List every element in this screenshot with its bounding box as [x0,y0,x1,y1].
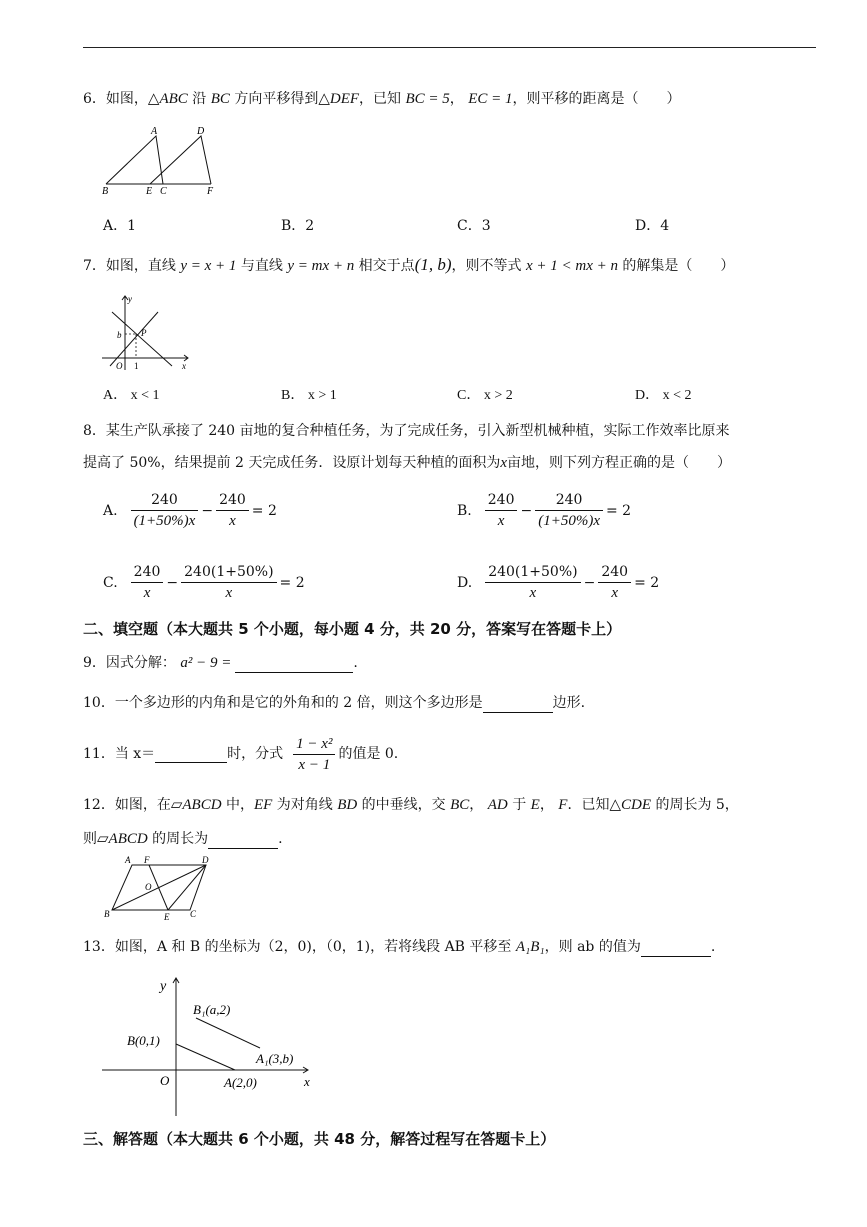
top-rule [83,47,816,48]
q13-label-O: O [160,1073,170,1088]
q12-label-O: O [145,882,152,892]
question-13: 13．如图，A 和 B 的坐标为（2，0)，（0，1)，若将线段 AB 平移至 A₁B₁，则 ab 的值为 . [83,939,716,955]
q13-answer-blank[interactable] [641,940,711,957]
q6-label-E: E [146,186,153,196]
q7-label-1: 1 [134,361,139,371]
question-7: 7．如图，直线 y = x + 1 与直线 y = mx + n 相交于点(1, b)，则不等式 x + 1 < mx + n 的解集是（ ） [83,255,735,274]
q8-option-c[interactable]: C. $\frac{240}{x}$ − $\frac{240(1+50\%)}{x}$ = 2 [103,564,305,601]
q6-label-C: C [160,186,167,196]
q13-label-A: A(2,0) [224,1075,257,1090]
q7-label-b: b [117,330,122,340]
q7-label-P: P [141,328,147,338]
question-11: 11．当 x＝ 时，分式 $\frac{\text{1 − x²}}{x - 1}$ 的值是 0. [83,735,399,773]
q9-answer-blank[interactable] [235,656,353,673]
q12-label-E: E [164,912,170,922]
q12-label-F: F [144,855,150,865]
q7-label-x: x [182,361,186,371]
q13-label-B: B(0,1) [127,1033,160,1048]
q12-label-D: D [202,855,209,865]
q13-label-B1: B₁(a,2) [193,1002,231,1017]
section-3-heading: 三、解答题（本大题共 6 个小题，共 48 分，解答过程写在答题卡上） [83,1130,556,1148]
question-12-line-1: 12．如图，在▱ABCD 中，EF 为对角线 BD 的中垂线，交 BC， AD 于 E， F．已知△CDE 的周长为 5， [83,797,739,813]
q10-answer-blank[interactable] [483,696,553,713]
q8-option-d[interactable]: D. $\frac{240(1+50\%)}{x}$ − $\frac{240}{x}$ = 2 [457,564,660,601]
q7-label-O: O [116,361,123,371]
question-6: 6．如图，△ABC 沿 BC 方向平移得到△DEF，已知 BC = 5， EC = 1，则平移的距离是（ ） [83,91,681,107]
q12-answer-blank[interactable] [208,832,278,849]
q13-label-A1: A₁(3,b) [256,1051,294,1066]
question-12-line-2: 则▱ABCD 的周长为 . [83,831,283,847]
q13-label-y: y [160,979,167,994]
question-10: 10．一个多边形的内角和是它的外角和的 2 倍，则这个多边形是 边形. [83,695,586,711]
q6-label-A: A [151,126,158,137]
q13-figure [100,972,320,1120]
q8-option-b[interactable]: B. $\frac{240}{x}$ − $\frac{240}{(1+50\%)x}$ = 2 [457,492,632,529]
q6-option-d[interactable]: D．4 [635,218,670,234]
q7-option-d[interactable]: D． x < 2 [635,388,692,403]
question-8-line-2: 提高了 50%，结果提前 2 天完成任务．设原计划每天种植的面积为x亩地，则下列方程正确的是（ ） [83,455,732,471]
q7-figure [98,290,193,372]
q6-option-c[interactable]: C．3 [457,218,491,234]
q6-option-b[interactable]: B．2 [281,218,315,234]
q6-figure [98,124,228,196]
q12-label-B: B [104,909,110,919]
q7-option-c[interactable]: C． x > 2 [457,388,513,403]
q8-option-a[interactable]: A. $\frac{240}{(1+50\%)x}$ − $\frac{240}{x}$ = 2 [103,492,277,529]
q12-figure [100,853,218,923]
q13-label-x: x [304,1074,310,1089]
q7-option-b[interactable]: B． x > 1 [281,388,337,403]
question-8-line-1: 8．某生产队承接了 240 亩地的复合种植任务，为了完成任务，引入新型机械种植，实际工作效率比原来 [83,423,730,439]
question-9: 9．因式分解： a² − 9 = . [83,655,358,671]
section-2-heading: 二、填空题（本大题共 5 个小题，每小题 4 分，共 20 分，答案写在答题卡上） [83,620,622,638]
q12-label-A: A [125,855,131,865]
q6-label-B: B [102,186,109,196]
q6-label-F: F [207,186,214,196]
q7-label-y: y [128,294,132,304]
q12-label-C: C [190,909,197,919]
q6-option-a[interactable]: A．1 [103,218,137,234]
q11-answer-blank[interactable] [155,746,227,763]
q6-label-D: D [197,126,205,137]
q7-option-a[interactable]: A． x < 1 [103,388,160,403]
